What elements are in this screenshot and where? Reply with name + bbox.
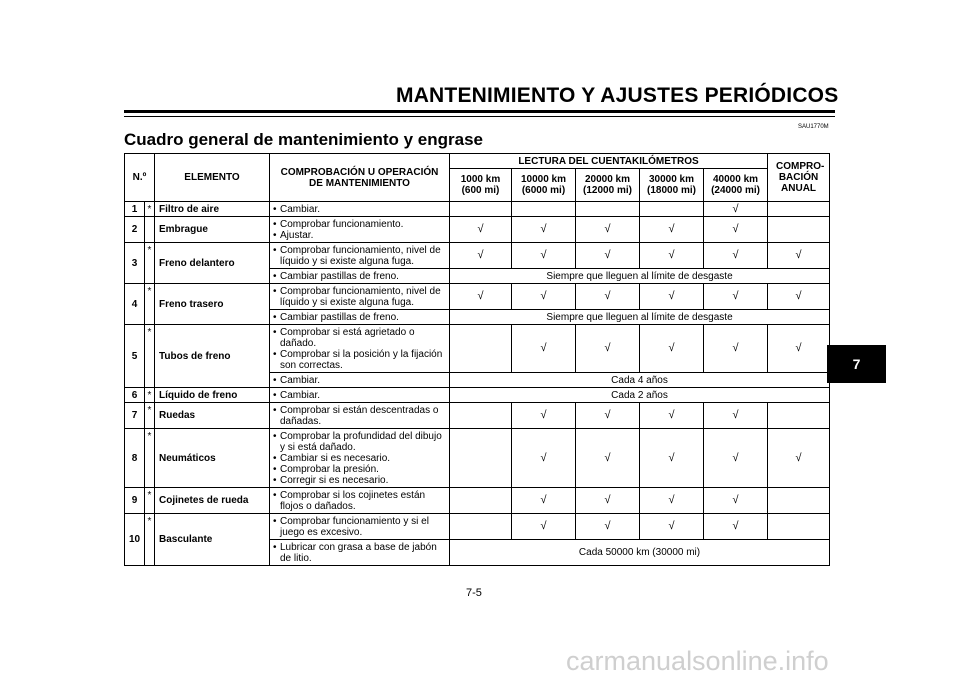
maintenance-actions (270, 540, 450, 566)
check-mark-icon: √ (576, 403, 640, 429)
check-mark-icon: √ (768, 429, 830, 488)
document-code: SAU1770M (798, 124, 829, 130)
maintenance-actions (270, 325, 450, 373)
action-item: • Cambiar si es necesario. (273, 453, 447, 464)
table-row (125, 388, 830, 403)
maintenance-actions (270, 388, 450, 403)
action-item: • Comprobar funcionamiento y si el juego es excesivo. (273, 516, 447, 538)
empty-cell (450, 488, 512, 514)
action-item: • Ajustar. (273, 230, 447, 241)
check-mark-icon: √ (576, 243, 640, 269)
dealer-service-marker: * (145, 488, 155, 514)
header-rule-thin (124, 116, 835, 117)
empty-cell (768, 488, 830, 514)
header-item: ELEMENTO (155, 154, 270, 202)
check-mark-icon: √ (704, 488, 768, 514)
check-mark-icon: √ (640, 243, 704, 269)
maintenance-actions (270, 488, 450, 514)
dealer-service-marker: * (145, 284, 155, 325)
item-name: Líquido de freno (155, 388, 270, 403)
check-mark-icon: √ (512, 325, 576, 373)
watermark: carmanualsonline.info (566, 646, 829, 676)
check-mark-icon: √ (704, 403, 768, 429)
row-number: 3 (125, 243, 145, 284)
dealer-service-marker (145, 217, 155, 243)
item-name: Filtro de aire (155, 202, 270, 217)
header-interval: 30000 km (18000 mi) (640, 169, 704, 202)
maintenance-actions (270, 217, 450, 243)
action-item: • Cambiar pastillas de freno. (273, 271, 447, 282)
action-item: • Comprobar funcionamiento, nivel de líquido y si existe alguna fuga. (273, 245, 447, 267)
page-number: 7-5 (466, 587, 482, 599)
header-odometer: LECTURA DEL CUENTAKILÓMETROS (450, 154, 768, 169)
header-interval: 1000 km (600 mi) (450, 169, 512, 202)
section-title: Cuadro general de mantenimiento y engrase (124, 130, 483, 149)
table-row (125, 403, 830, 429)
check-mark-icon: √ (704, 284, 768, 310)
row-number: 5 (125, 325, 145, 388)
dealer-service-marker: * (145, 243, 155, 284)
action-item: • Comprobar si está agrietado o dañado. (273, 327, 447, 349)
check-mark-icon: √ (512, 284, 576, 310)
maintenance-actions (270, 269, 450, 284)
table-row (125, 429, 830, 488)
check-mark-icon: √ (640, 488, 704, 514)
table-row (125, 284, 830, 310)
check-mark-icon: √ (512, 514, 576, 540)
check-mark-icon: √ (768, 284, 830, 310)
dealer-service-marker: * (145, 403, 155, 429)
dealer-service-marker: * (145, 325, 155, 388)
header-interval: 40000 km (24000 mi) (704, 169, 768, 202)
item-name: Tubos de freno (155, 325, 270, 388)
maintenance-table-body (125, 202, 830, 566)
table-row (125, 514, 830, 540)
header-interval: 10000 km (6000 mi) (512, 169, 576, 202)
check-mark-icon: √ (640, 217, 704, 243)
interval-note: Cada 50000 km (30000 mi) (450, 540, 830, 566)
empty-cell (450, 514, 512, 540)
row-number: 4 (125, 284, 145, 325)
item-name: Freno trasero (155, 284, 270, 325)
empty-cell (576, 202, 640, 217)
check-mark-icon: √ (576, 514, 640, 540)
interval-note: Cada 4 años (450, 373, 830, 388)
maintenance-actions (270, 373, 450, 388)
check-mark-icon: √ (576, 488, 640, 514)
maintenance-actions (270, 514, 450, 540)
page-header-title: MANTENIMIENTO Y AJUSTES PERIÓDICOS (396, 84, 839, 107)
maintenance-actions (270, 243, 450, 269)
action-item: • Comprobar si están descentradas o dañadas. (273, 405, 447, 427)
check-mark-icon: √ (450, 217, 512, 243)
check-mark-icon: √ (704, 325, 768, 373)
empty-cell (768, 403, 830, 429)
check-mark-icon: √ (512, 429, 576, 488)
maintenance-actions (270, 310, 450, 325)
row-number: 9 (125, 488, 145, 514)
action-item: • Cambiar. (273, 375, 447, 386)
check-mark-icon: √ (450, 284, 512, 310)
check-mark-icon: √ (512, 217, 576, 243)
chapter-tab: 7 (827, 345, 886, 383)
maintenance-table (124, 153, 830, 566)
empty-cell (768, 514, 830, 540)
maintenance-actions (270, 403, 450, 429)
check-mark-icon: √ (450, 243, 512, 269)
table-row (125, 202, 830, 217)
action-item: • Comprobar si los cojinetes están flojos o dañados. (273, 490, 447, 512)
check-mark-icon: √ (640, 403, 704, 429)
header-action: COMPROBACIÓN U OPERACIÓN DE MANTENIMIENTO (270, 154, 450, 202)
empty-cell (768, 217, 830, 243)
empty-cell (768, 202, 830, 217)
action-item: • Comprobar la presión. (273, 464, 447, 475)
check-mark-icon: √ (640, 325, 704, 373)
row-number: 2 (125, 217, 145, 243)
check-mark-icon: √ (576, 284, 640, 310)
header-num: N.º (125, 154, 155, 202)
check-mark-icon: √ (640, 284, 704, 310)
empty-cell (450, 429, 512, 488)
action-item: • Comprobar la profundidad del dibujo y si está dañado. (273, 431, 447, 453)
item-name: Basculante (155, 514, 270, 566)
header-rule-thick (124, 110, 835, 113)
empty-cell (640, 202, 704, 217)
row-number: 1 (125, 202, 145, 217)
empty-cell (450, 403, 512, 429)
header-annual: COMPRO-BACIÓN ANUAL (768, 154, 830, 202)
table-row (125, 243, 830, 269)
check-mark-icon: √ (512, 243, 576, 269)
check-mark-icon: √ (640, 429, 704, 488)
row-number: 10 (125, 514, 145, 566)
header-interval: 20000 km (12000 mi) (576, 169, 640, 202)
row-number: 7 (125, 403, 145, 429)
item-name: Ruedas (155, 403, 270, 429)
check-mark-icon: √ (704, 217, 768, 243)
action-item: • Cambiar. (273, 204, 447, 215)
table-row (125, 217, 830, 243)
item-name: Cojinetes de rueda (155, 488, 270, 514)
empty-cell (450, 325, 512, 373)
check-mark-icon: √ (640, 514, 704, 540)
item-name: Freno delantero (155, 243, 270, 284)
interval-note: Cada 2 años (450, 388, 830, 403)
check-mark-icon: √ (704, 429, 768, 488)
table-row (125, 325, 830, 373)
item-name: Embrague (155, 217, 270, 243)
maintenance-actions (270, 284, 450, 310)
action-item: • Corregir si es necesario. (273, 475, 447, 486)
dealer-service-marker: * (145, 388, 155, 403)
maintenance-actions (270, 202, 450, 217)
action-item: • Comprobar funcionamiento. (273, 219, 447, 230)
row-number: 8 (125, 429, 145, 488)
action-item: • Comprobar funcionamiento, nivel de líquido y si existe alguna fuga. (273, 286, 447, 308)
row-number: 6 (125, 388, 145, 403)
empty-cell (512, 202, 576, 217)
table-row (125, 488, 830, 514)
check-mark-icon: √ (512, 488, 576, 514)
check-mark-icon: √ (704, 514, 768, 540)
dealer-service-marker: * (145, 202, 155, 217)
action-item: • Cambiar. (273, 390, 447, 401)
dealer-service-marker: * (145, 514, 155, 566)
dealer-service-marker: * (145, 429, 155, 488)
check-mark-icon: √ (576, 429, 640, 488)
action-item: • Comprobar si la posición y la fijación son correctas. (273, 349, 447, 371)
check-mark-icon: √ (768, 243, 830, 269)
check-mark-icon: √ (704, 202, 768, 217)
interval-note: Siempre que lleguen al límite de desgaste (450, 269, 830, 284)
check-mark-icon: √ (512, 403, 576, 429)
check-mark-icon: √ (576, 217, 640, 243)
check-mark-icon: √ (576, 325, 640, 373)
check-mark-icon: √ (768, 325, 830, 373)
empty-cell (450, 202, 512, 217)
interval-note: Siempre que lleguen al límite de desgaste (450, 310, 830, 325)
item-name: Neumáticos (155, 429, 270, 488)
action-item: • Cambiar pastillas de freno. (273, 312, 447, 323)
maintenance-actions (270, 429, 450, 488)
action-item: • Lubricar con grasa a base de jabón de litio. (273, 542, 447, 564)
check-mark-icon: √ (704, 243, 768, 269)
